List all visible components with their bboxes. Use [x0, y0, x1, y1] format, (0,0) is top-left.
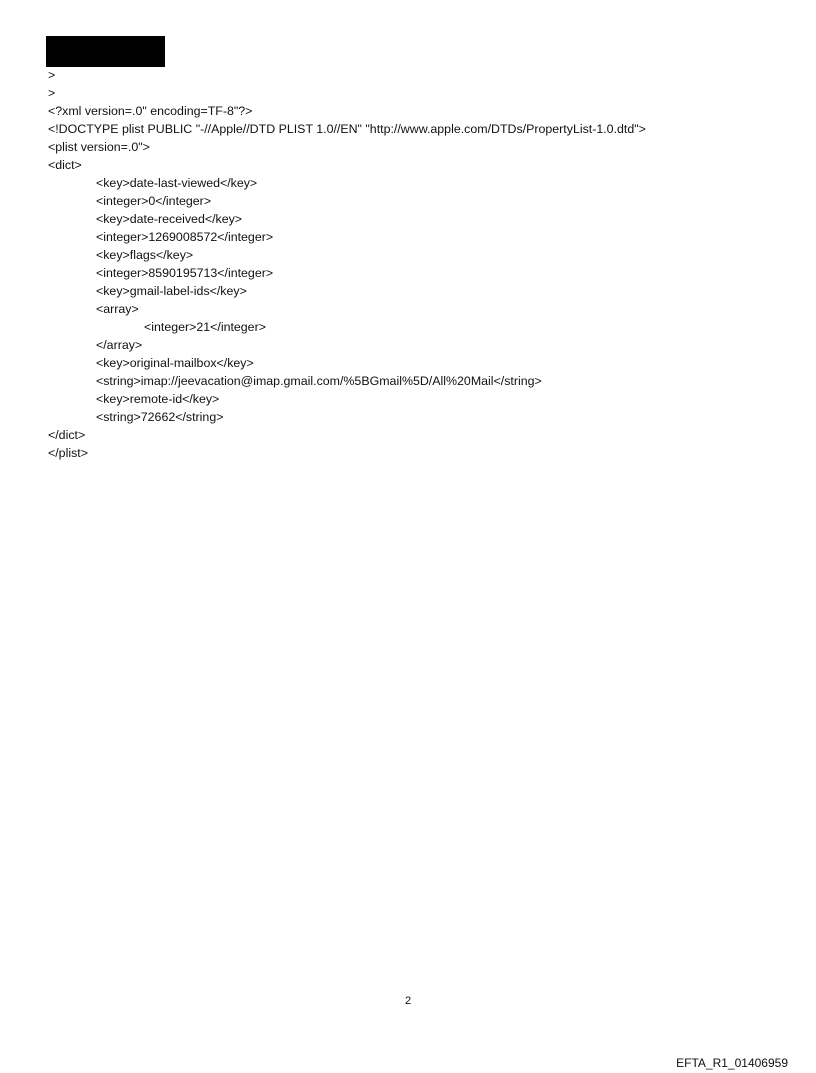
redaction-box	[46, 36, 165, 67]
page-number: 2	[404, 995, 412, 1007]
plist-entry: <array>	[96, 302, 139, 316]
plist-entry: <key>remote-id</key>	[96, 392, 220, 406]
plist-open: <plist version=.0">	[48, 140, 150, 154]
quote-marker: >	[48, 86, 56, 100]
xml-declaration: <?xml version=.0" encoding=TF-8"?>	[48, 104, 253, 118]
plist-entry: <integer>21</integer>	[144, 320, 266, 334]
quote-marker: >	[48, 68, 56, 82]
plist-entry: </array>	[96, 338, 143, 352]
plist-close: </plist>	[48, 446, 88, 460]
dict-open: <dict>	[48, 158, 82, 172]
dict-close: </dict>	[48, 428, 86, 442]
plist-entry: <integer>8590195713</integer>	[96, 266, 274, 280]
plist-entry: <key>original-mailbox</key>	[96, 356, 254, 370]
plist-entry: <string>imap://jeevacation@imap.gmail.com/%5BGmail%5D/All%20Mail</string>	[96, 374, 542, 388]
plist-entry: <integer>1269008572</integer>	[96, 230, 274, 244]
plist-entry: <integer>0</integer>	[96, 194, 212, 208]
bates-number: EFTA_R1_01406959	[676, 1056, 788, 1070]
plist-entry: <key>date-received</key>	[96, 212, 243, 226]
doctype-line: <!DOCTYPE plist PUBLIC "-//Apple//DTD PLIST 1.0//EN" "http://www.apple.com/DTDs/PropertyList-1.0.dtd">	[48, 122, 646, 136]
plist-entry: <key>flags</key>	[96, 248, 194, 262]
plist-entry: <key>date-last-viewed</key>	[96, 176, 258, 190]
plist-entry: <key>gmail-label-ids</key>	[96, 284, 247, 298]
plist-entry: <string>72662</string>	[96, 410, 224, 424]
document-body	[48, 66, 788, 462]
